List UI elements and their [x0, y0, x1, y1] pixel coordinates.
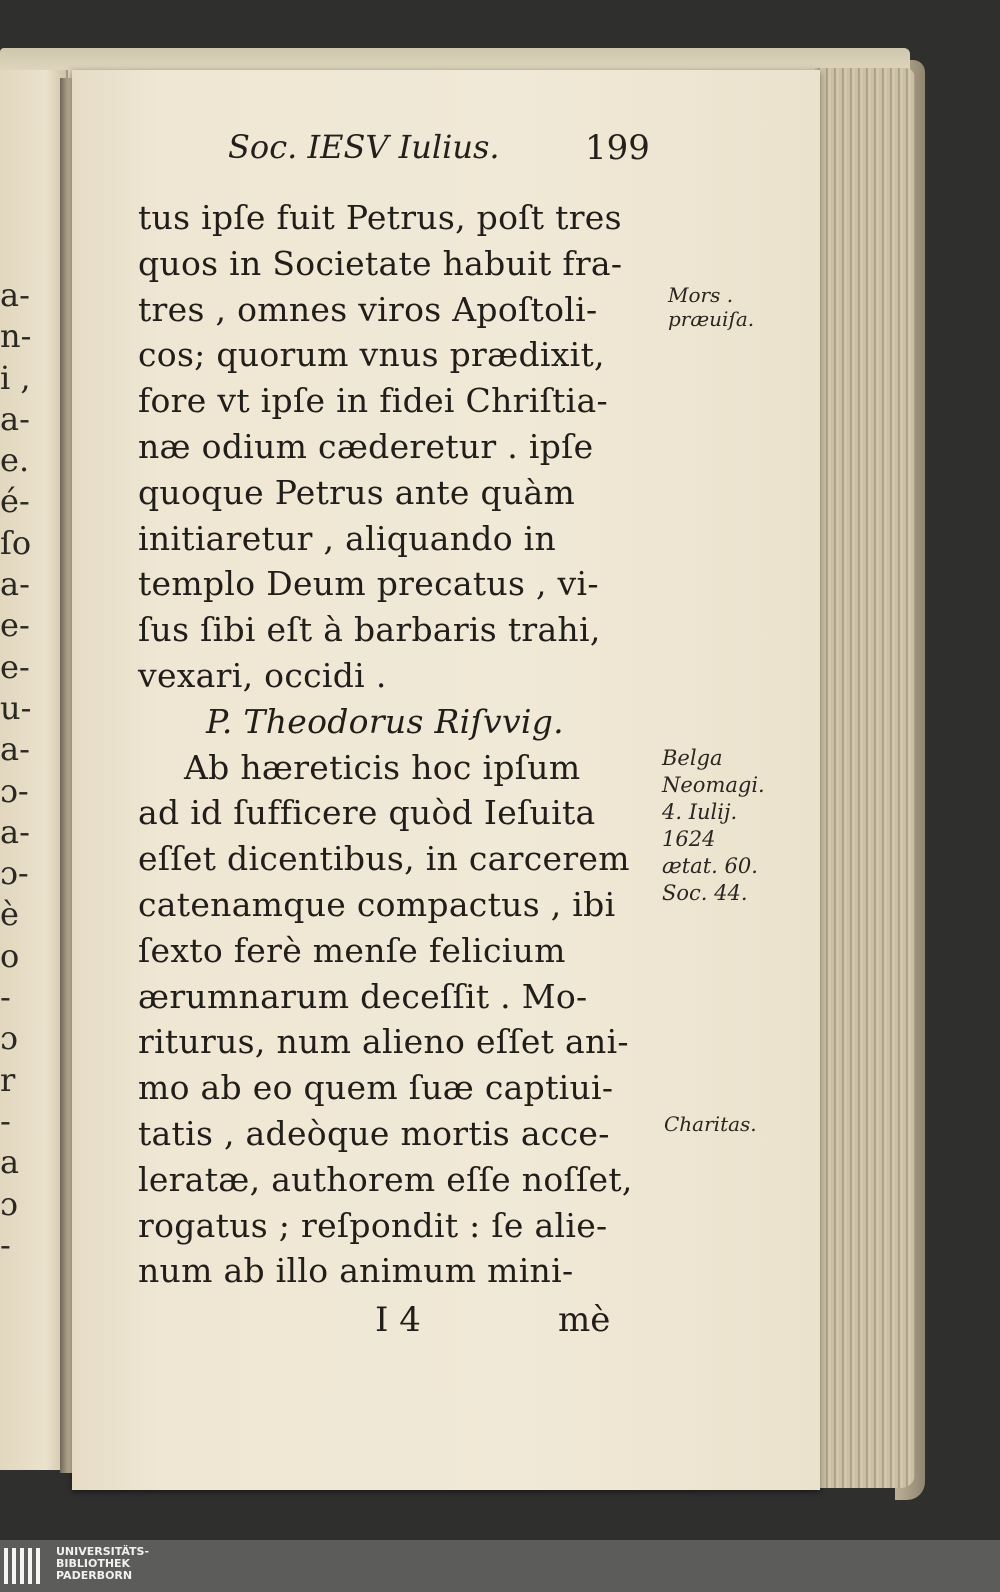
left-fragment: a-: [0, 730, 30, 769]
footer-bar: [0, 1540, 1000, 1592]
section-heading: P. Theodorus Riſvvig.: [206, 701, 564, 741]
library-name-line: BIBLIOTHEK: [56, 1557, 131, 1570]
text-line: tres , omnes viros Apoſtoli-: [138, 289, 598, 329]
signature-line: [375, 1300, 625, 1345]
text-line: quos in Societate habuit fra-: [138, 243, 623, 283]
left-fragment: a-: [0, 399, 30, 438]
text-line: tatis , adeòque mortis acce-: [138, 1113, 610, 1153]
running-head: [228, 128, 658, 176]
text-line: ſus ſibi eſt à barbaris trahi,: [138, 610, 601, 650]
text-line: mo ab eo quem ſuæ captiui-: [138, 1068, 614, 1108]
fore-edge: [815, 68, 915, 1488]
text-line: cos; quorum vnus prædixit,: [138, 335, 605, 375]
library-name: [56, 1546, 149, 1582]
margin-note-charitas: [664, 1112, 757, 1136]
left-fragment: o: [0, 936, 20, 975]
left-fragment: i ,: [0, 358, 31, 397]
left-fragment: -: [0, 1225, 11, 1264]
margin-note-line: præuiſa.: [668, 307, 755, 331]
margin-note-mors: [668, 283, 754, 331]
text-line: næ odium cæderetur . ipſe: [138, 426, 594, 466]
left-fragment: u-: [0, 688, 32, 727]
margin-note-line: Charitas.: [664, 1112, 757, 1136]
left-fragment: é-: [0, 482, 30, 521]
left-fragment: a-: [0, 812, 30, 851]
left-fragment: -: [0, 978, 11, 1017]
left-page: [0, 70, 68, 1470]
library-name-line: PADERBORN: [56, 1569, 133, 1582]
text-line: Ab hæreticis hoc ipſum: [184, 747, 581, 787]
left-fragment: ɔ: [0, 1019, 18, 1058]
margin-note-line: Neomagi.: [662, 773, 765, 797]
text-line: catenamque compactus , ibi: [138, 884, 616, 924]
left-fragment: a-: [0, 276, 30, 314]
text-line: num ab illo animum mini-: [138, 1251, 574, 1291]
margin-note-biography: [662, 745, 765, 907]
text-line: vexari, occidi .: [138, 655, 387, 695]
left-fragment: e-: [0, 606, 30, 645]
left-fragment: e.: [0, 441, 30, 480]
margin-note-line: 1624: [662, 827, 716, 851]
left-fragment: è: [0, 895, 19, 934]
margin-note-line: Belga: [662, 746, 723, 770]
text-line: ad id ſufficere quòd Ieſuita: [138, 793, 596, 833]
left-fragment: ſo: [0, 523, 32, 562]
text-line: templo Deum precatus , vi-: [138, 564, 599, 604]
left-fragment: n-: [0, 317, 32, 356]
page-number: 199: [585, 128, 650, 168]
left-fragment: ɔ: [0, 1184, 18, 1223]
text-line: leratæ, authorem eſſe noſſet,: [138, 1159, 633, 1199]
text-line: eſſet dicentibus, in carcerem: [138, 839, 630, 879]
left-fragment: r: [0, 1060, 16, 1099]
library-name-line: UNIVERSITÄTS-: [56, 1545, 150, 1558]
margin-note-line: ætat. 60.: [662, 854, 758, 878]
catchword: mè: [558, 1300, 611, 1340]
left-fragment: ɔ-: [0, 854, 29, 893]
margin-note-line: Soc. 44.: [662, 881, 748, 905]
text-line: initiaretur , aliquando in: [138, 518, 557, 558]
text-line: riturus, num alieno eſſet ani-: [138, 1022, 629, 1062]
body-text: [138, 195, 658, 1294]
library-logo-icon: [0, 1548, 50, 1588]
left-fragment: a: [0, 1143, 20, 1182]
left-fragment: -: [0, 1101, 11, 1140]
margin-note-line: Mors .: [668, 283, 734, 307]
left-fragment: ɔ-: [0, 771, 29, 810]
text-line: fore vt ipſe in fidei Chriſtia-: [138, 381, 608, 421]
text-line: ærumnarum deceſſit . Mo-: [138, 976, 588, 1016]
left-page-fragments: [0, 275, 60, 1266]
text-line: rogatus ; reſpondit : ſe alie-: [138, 1205, 608, 1245]
text-line: quoque Petrus ante quàm: [138, 472, 576, 512]
margin-note-line: 4. Iulij.: [662, 800, 738, 824]
signature-mark: I 4: [375, 1300, 421, 1340]
left-fragment: a-: [0, 565, 30, 604]
text-line: ſexto ferè menſe felicium: [138, 930, 566, 970]
running-head-title: Soc. IESV Iulius.: [228, 128, 500, 166]
text-line: tus ipſe fuit Petrus, poſt tres: [138, 198, 622, 237]
left-fragment: e-: [0, 647, 30, 686]
